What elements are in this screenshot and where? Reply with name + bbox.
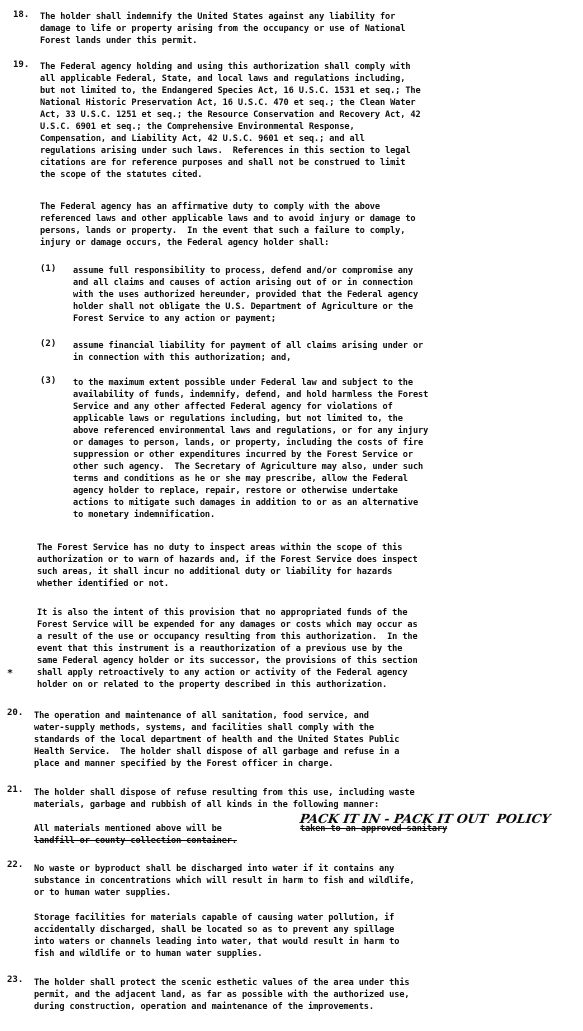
text-line: or damages to person, lands, or property, including the costs of fire [73,438,424,448]
text-line: U.S.C. 6901 et seq.; the Comprehensive Environmental Response, [40,122,355,132]
text-line: The holder shall indemnify the United States against any liability for [40,12,396,22]
text-line: to the maximum extent possible under Federal law and subject to the [73,378,413,388]
text-line: all applicable Federal, State, and local laws and regulations including, [40,74,406,84]
disposal-manner-line [34,824,579,852]
clause-18 [40,12,575,52]
text-line: standards of the local department of health and the United States Public [34,735,400,745]
text-line: materials, garbage and rubbish of all kinds in the following manner: [34,800,380,810]
text-line: The Federal agency has an affirmative duty to comply with the above [40,202,380,212]
clause-22 [34,864,574,904]
text-line: authorization or to warn of hazards and, if the Forest Service does inspect [37,555,418,565]
text-line: persons, lands or property. In the event that such a failure to comply, [40,226,406,236]
text-line: National Historic Preservation Act, 16 U.S.C. 470 et seq.; the Clean Water [40,98,416,108]
text-line: The operation and maintenance of all sanitation, food service, and [34,711,369,721]
text-line: holder on or related to the property described in this authorization. [37,680,388,690]
clause-number: 21. [7,785,24,795]
clause-19-item-1 [73,266,578,328]
text-line: damage to life or property arising from the occupancy or use of National [40,24,406,34]
clause-19-item-2 [73,341,578,367]
text-line: Compensation, and Liability Act, 42 U.S.C. 9601 et seq.; and all [40,134,365,144]
text-line: a result of the use or occupancy resulting from this authorization. In the [37,632,418,642]
clause-22-paragraph-2 [34,913,574,963]
text-line: No waste or byproduct shall be discharged into water if it contains any [34,864,395,874]
clause-19-paragraph-2 [40,202,575,252]
text-line: and all claims and causes of action arising out of or in connection [73,278,413,288]
struck-text: taken to an approved sanitary [300,824,448,834]
clause-20 [34,711,574,773]
text-line: terms and conditions as he or she may prescribe, allow the Federal [73,474,408,484]
text-line: agency holder to replace, repair, restore or otherwise undertake [73,486,398,496]
text-line: citations are for reference purposes and shall not be construed to limit [40,158,406,168]
clause-number: 23. [7,975,24,985]
margin-mark: * [7,668,14,679]
text-line: The Forest Service has no duty to inspect areas within the scope of this [37,543,403,553]
clause-23 [34,978,574,1018]
text-line: The holder shall protect the scenic esthetic values of the area under this [34,978,410,988]
text-line: Forest Service will be expended for any damages or costs which may occur as [37,620,418,630]
text-line: assume full responsibility to process, defend and/or compromise any [73,266,413,276]
text-line: or to human water supplies. [34,888,171,898]
text-line: holder shall not obligate the U.S. Department of Agriculture or the [73,302,413,312]
text-line: fish and wildlife or to human water supplies. [34,949,263,959]
text-line: Forest Service to any action or payment; [73,314,276,324]
clause-number: 20. [7,708,24,718]
text-line: other such agency. The Secretary of Agriculture may also, under such [73,462,424,472]
text-line: water-supply methods, systems, and facilities shall comply with the [34,723,374,733]
text-line: into waters or channels leading into water, that would result in harm to [34,937,400,947]
text-line: It is also the intent of this provision that no appropriated funds of the [37,608,408,618]
clause-19-paragraph-4 [37,608,577,694]
text-line: assume financial liability for payment of all claims arising under or [73,341,424,351]
item-label: (2) [40,339,57,349]
handwritten-annotation: PACK IT IN - PACK IT OUT POLICY [298,811,552,826]
text-line: Act, 33 U.S.C. 1251 et seq.; the Resource Conservation and Recovery Act, 42 [40,110,421,120]
struck-text: landfill or county collection container. [34,836,237,846]
text-line: to monetary indemnification. [73,510,216,520]
text-line: Health Service. The holder shall dispose of all garbage and refuse in a [34,747,400,757]
text-line: The holder shall dispose of refuse resulting from this use, including waste [34,788,415,798]
text-line: applicable laws or regulations including, but not limited to, the [73,414,403,424]
text-line: above referenced environmental laws and regulations, or for any injury [73,426,429,436]
disposal-manner-prefix: All materials mentioned above will be [34,824,227,834]
text-line: accidentally discharged, shall be located so as to prevent any spillage [34,925,395,935]
text-line: place and manner specified by the Forest officer in charge. [34,759,334,769]
text-line: substance in concentrations which will result in harm to fish and wildlife, [34,876,415,886]
clause-number: 18. [13,10,30,20]
clause-number: 22. [7,860,24,870]
text-line: The Federal agency holding and using this authorization shall comply with [40,62,411,72]
item-label: (3) [40,376,57,386]
text-line: whether identified or not. [37,579,169,589]
text-line: availability of funds, indemnify, defend, and hold harmless the Forest [73,390,429,400]
item-label: (1) [40,264,57,274]
text-line: in connection with this authorization; and, [73,353,292,363]
text-line: but not limited to, the Endangered Species Act, 16 U.S.C. 1531 et seq.; The [40,86,421,96]
text-line: event that this instrument is a reauthorization of a previous use by the [37,644,403,654]
text-line: Storage facilities for materials capable of causing water pollution, if [34,913,395,923]
text-line: the scope of the statutes cited. [40,170,203,180]
text-line: during construction, operation and maintenance of the improvements. [34,1002,374,1012]
text-line: such areas, it shall incur no additional duty or liability for hazards [37,567,393,577]
text-line: actions to mitigate such damages in addition to or as an alternative [73,498,419,508]
clause-19-paragraph-3 [37,543,577,593]
text-line: regulations arising under such laws. References in this section to legal [40,146,411,156]
text-line: same Federal agency holder or its successor, the provisions of this section [37,656,418,666]
text-line: suppression or other expenditures incurred by the Forest Service or [73,450,413,460]
text-line: injury or damage occurs, the Federal agency holder shall: [40,238,330,248]
clause-19-item-3 [73,378,578,526]
text-line: Forest lands under this permit. [40,36,198,46]
text-line: referenced laws and other applicable laws and to avoid injury or damage to [40,214,416,224]
text-line: permit, and the adjacent land, as far as possible with the authorized use, [34,990,410,1000]
text-line: shall apply retroactively to any action or activity of the Federal agency [37,668,408,678]
text-line: with the uses authorized hereunder, provided that the Federal agency [73,290,419,300]
clause-19 [40,62,575,192]
clause-number: 19. [13,60,30,70]
text-line: Service and any other affected Federal agency for violations of [73,402,393,412]
